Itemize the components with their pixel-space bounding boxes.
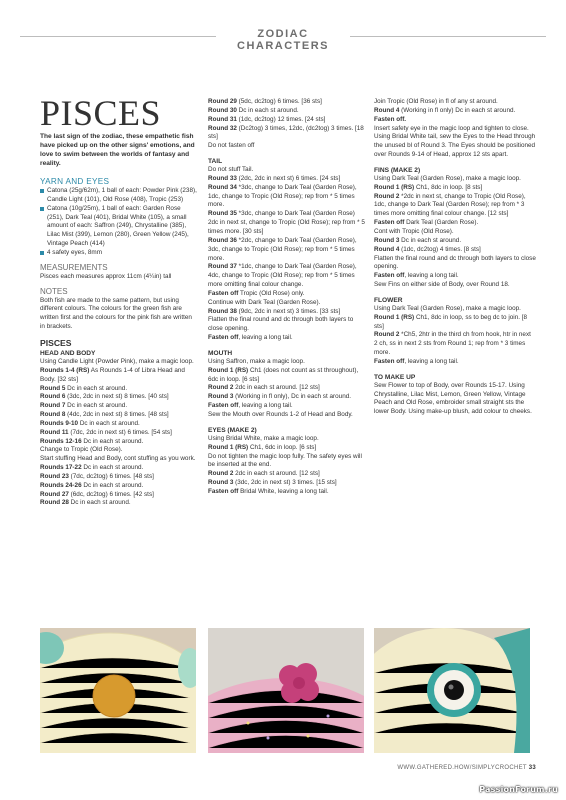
instruction-line [208,358,366,367]
instruction-text: (5dc, dc2tog) 6 times. [36 sts] [236,98,322,105]
instruction-line [208,334,366,343]
instruction-line [40,455,198,464]
instruction-line [40,358,198,367]
instruction-label: Round 34 [208,183,237,191]
instruction-line [208,184,366,211]
instruction-text: Cont with Tropic (Old Rose). [374,227,454,235]
instruction-text: Using Candle Light (Powder Pink), make a magic loop. [40,357,194,365]
instruction-text: *2dc, change to Dark Teal (Garden Rose), 3dc, change to Tropic (Old Rose); rep from * 5 times more. [208,236,357,262]
header-rule-right [350,36,546,37]
instruction-text: Bridal White, leaving a long tail. [238,487,329,495]
instruction-line [40,385,198,394]
instruction-label: Round 1 (RS) [374,313,415,321]
instruction-text: *2dc in next st, change to Tropic (Old Rose), 1dc, change to Dark Teal (Garden Rose); rep from * 3 times more omitting final colour change. [12 sts] [374,192,526,218]
instruction-line [40,393,198,402]
instruction-text: (Working in fl only), Dc in each st around. [233,393,352,401]
instruction-line [40,482,198,491]
instruction-label: Round 2 [374,192,400,200]
instruction-text: Do not tighten the magic loop fully. The safety eyes will be inserted at the end. [208,452,362,469]
instruction-line [374,331,536,358]
instruction-line [40,420,198,429]
photo-fish-flower [208,628,364,753]
instruction-label: Fasten off [374,272,405,280]
instruction-text: Ch1 (does not count as st throughout), 6dc in loop. [6 sts] [208,366,359,383]
instruction-line [208,488,366,497]
makeup-heading: TO MAKE UP [374,373,416,381]
instruction-line [208,290,366,299]
instruction-text: (2dc, 2dc in next st) 6 times. [24 sts] [236,174,341,182]
instruction-text: (1dc, dc2tog) 12 times. [24 sts] [236,115,326,123]
instruction-text: (9dc, 2dc in next st) 3 times. [33 sts] [236,307,341,315]
eyes-continued-lines [374,98,536,160]
instruction-text: Do not stuff Tail. [208,166,254,174]
instruction-text: (1dc, dc2tog) 4 times. [8 sts] [399,245,481,253]
watermark: PassionForum.ru [479,785,558,794]
instruction-text: (4dc, 2dc in next st) 8 times. [48 sts] [65,411,169,419]
yarn-item: 4 safety eyes, 8mm [40,249,198,258]
instruction-line [208,453,366,471]
instruction-label: Round 7 [40,402,66,410]
instruction-label: Fasten off [208,402,239,410]
footer-url: WWW.GATHERED.HOW/SIMPLYCROCHET [397,765,527,771]
instruction-label: Round 29 [208,98,237,105]
instruction-text: Start stuffing Head and Body, cont stuffing as you work. [40,455,196,463]
instruction-label: Round 2 [208,384,234,392]
instruction-label: Fasten off [374,219,405,227]
instruction-line [374,314,536,332]
mouth-lines [208,358,366,420]
instruction-line [208,98,366,107]
instruction-text: Flatten the final round and dc through both layers to close opening. [374,254,536,271]
instruction-line [40,499,198,508]
instruction-line [208,316,366,334]
notes-heading: NOTES [40,286,68,296]
instruction-line [208,367,366,385]
instruction-line [208,411,366,420]
instruction-label: Round 8 [40,411,66,419]
column-1 [40,93,198,508]
instruction-line [374,272,536,281]
instruction-text: Using Dark Teal (Garden Rose), make a magic loop. [374,174,521,182]
column-2 [208,98,366,497]
instruction-label: Rounds 1-4 (RS) [40,366,90,374]
instruction-line [374,133,536,160]
instruction-label: Round 35 [208,210,237,218]
instruction-label: Round 4 [374,245,400,253]
instruction-text: Dc in each st around. [68,499,131,507]
head-body-lines [40,358,198,508]
instruction-text: Change to Tropic (Old Rose). [40,446,123,454]
instruction-label: Rounds 17-22 [40,464,82,472]
instruction-label: Round 38 [208,307,237,315]
instruction-label: Rounds 24-26 [40,481,82,489]
instruction-text: *3dc, change to Dark Teal (Garden Rose), 1dc, change to Tropic (Old Rose); rep from * 5 times more. [208,183,357,209]
instruction-line [208,237,366,264]
instruction-text: , leaving a long tail. [238,402,293,410]
instruction-text: As Rounds 1-4 of Libra Head and Body. [32 sts] [40,366,185,383]
tail-heading: TAIL [208,158,223,166]
instruction-line [208,263,366,290]
page-footer [397,765,536,771]
instruction-line [208,444,366,453]
instruction-text: (Working in fl only) Dc in each st around. [399,106,516,114]
eyes-heading: EYES (MAKE 2) [208,426,257,434]
instruction-label: Round 33 [208,174,237,182]
instruction-line [208,175,366,184]
instruction-line [208,299,366,308]
instruction-text: Insert safety eye in the magic loop and tighten to close. [374,124,529,132]
instruction-text: Using Bridal White tail, sew the Eyes to the Head through the unused bl of Round 3. The Eyes should be positioned over Rounds 9-14 of Head, approx 12 sts apart. [374,133,536,159]
instruction-label: Round 1 (RS) [208,443,249,451]
instruction-line [374,107,536,116]
instruction-line [208,393,366,402]
instruction-text: (7dc, 2dc in next st) 6 times. [54 sts] [68,428,172,436]
tail-lines [208,166,366,343]
instruction-label: Round 23 [40,472,69,480]
instruction-line [208,308,366,317]
instruction-text: 2dc in each st around. [12 sts] [233,470,320,478]
instruction-text: Dc in each st around. [78,419,140,427]
instruction-line [40,402,198,411]
instruction-label: Round 37 [208,263,237,271]
instruction-line [374,246,536,255]
instruction-text: Dc in each st around. [81,481,144,489]
instruction-text: (Dc2tog) 3 times, 12dc, (dc2tog) 3 times. [18 sts] [208,124,364,141]
instruction-label: Round 1 (RS) [374,183,415,191]
instruction-line [40,446,198,455]
instruction-label: Round 36 [208,236,237,244]
instruction-label: Fasten off [208,289,239,297]
instruction-label: Round 30 [208,106,237,114]
instruction-text: 2dc in each st around. [12 sts] [233,384,320,392]
page-title: PISCES [40,93,162,133]
instruction-label: Round 3 [208,479,234,487]
instruction-text: Ch1, 8dc in loop. [8 sts] [414,183,483,191]
head-body-heading: HEAD AND BODY [40,349,96,357]
bullet-icon [40,189,44,193]
column-3 [374,98,536,417]
instruction-label: Round 32 [208,124,237,132]
yarn-heading: YARN AND EYES [40,177,110,186]
instruction-text: Using Bridal White, make a magic loop. [208,434,319,442]
instruction-text: (7dc, dc2tog) 6 times. [48 sts] [68,472,154,480]
bullet-icon [40,251,44,255]
instruction-text: Tropic (Old Rose) only. [238,289,305,297]
instruction-text: Dc in each st around. [399,236,462,244]
instruction-text: *3dc, change to Dark Teal (Garden Rose) 2dc in next st, change to Tropic (Old Rose); rep from * 5 times more. [30 sts] [208,210,365,235]
instruction-text: (6dc, dc2tog) 6 times. [42 sts] [68,490,154,498]
instruction-line [208,142,366,151]
instruction-label: Fasten off [208,334,239,342]
instruction-line [208,107,366,116]
pattern-heading: PISCES [40,337,72,348]
instruction-line [374,255,536,273]
measurements-text: Pisces each measures approx 11cm (4¼in) tall [40,272,172,280]
instruction-line [40,491,198,500]
instruction-line [374,237,536,246]
instruction-label: Round 28 [40,499,69,507]
eyes-lines [208,435,366,497]
instruction-label: Round 11 [40,428,69,436]
instruction-text: Dc in each st around. [236,106,299,114]
instruction-label: Fasten off [374,357,405,365]
instruction-line [208,210,366,237]
instruction-line [374,228,536,237]
instruction-text: Flatten the final round and dc through both layers to close opening. [208,316,354,333]
instruction-label: Round 3 [374,236,400,244]
instruction-text: Using Dark Teal (Garden Rose), make a magic loop. [374,304,521,312]
fins-lines [374,175,536,290]
instruction-line [374,98,536,107]
instruction-line [40,438,198,447]
instruction-line [208,402,366,411]
header-rule-left [20,36,216,37]
instruction-label: Round 3 [208,393,234,401]
instruction-text: Dc in each st around. [81,464,144,472]
flower-lines [374,305,536,367]
makeup-text: Sew Flower to top of Body, over Rounds 15-17. Using Chrystalline, Lilac Mist, Lemon, Green Yellow, Vintage Peach and Old Rose, embroider small straight sts the lower Body. Using make-up blush, add colour to cheeks. [374,381,532,416]
instruction-text: (3dc, 2dc in next st) 8 times. [40 sts] [65,393,169,401]
instruction-label: Round 1 (RS) [208,366,249,374]
instruction-text: Ch1, 6dc in loop. [6 sts] [248,443,317,451]
instruction-line [374,184,536,193]
instruction-text: (3dc, 2dc in next st) 3 times. [15 sts] [233,479,337,487]
yarn-item: Catona (10g/25m), 1 ball of each: Garden Rose (251), Dark Teal (401), Bridal White (105), a small amount of each: Saffron (249), Chrystalline (385), Lilac Mist (399), Lemon (280), Green Yellow (245), Vintage Peach (414) [40,205,198,249]
instruction-text: Using Saffron, make a magic loop. [208,357,305,365]
notes-text: Both fish are made to the same pattern, but using different colours. The colours for the green fish are written first and the colours for the pink fish are written in brackets. [40,296,192,331]
instruction-text: Dc in each st around. [65,384,128,392]
instruction-line [208,125,366,143]
section-title: ZODIAC CHARACTERS [237,28,329,52]
instruction-text: Sew the Mouth over Rounds 1-2 of Head and Body. [208,411,353,418]
instruction-label: Fasten off [208,487,239,495]
photo-fish-cheek [40,628,196,753]
instruction-text: Dc in each st around. [65,402,128,410]
bullet-icon [40,207,44,211]
instruction-label: Round 5 [40,384,66,392]
instruction-line [40,464,198,473]
instruction-text: Sew Fins on either side of Body, over Round 18. [374,281,510,289]
instruction-line [208,116,366,125]
instruction-line [374,116,536,125]
mouth-heading: MOUTH [208,349,233,357]
page-number: 33 [528,765,536,771]
instruction-label: Round 2 [208,470,234,478]
instruction-line [40,367,198,385]
instruction-label: Rounds 9-10 [40,419,79,427]
instruction-text: *1dc, change to Dark Teal (Garden Rose), 4dc, change to Tropic (Old Rose); rep from * 5 times more omitting final colour change. [208,263,357,289]
instruction-text: Join Tropic (Old Rose) in fl of any st around. [374,98,498,105]
instruction-text: , leaving a long tail. [404,357,459,365]
instruction-label: Round 6 [40,393,66,401]
instruction-label: Round 31 [208,115,237,123]
instruction-text: Dark Teal (Garden Rose). [404,219,479,227]
instruction-text: , leaving a long tail. [404,272,459,280]
instruction-line [374,193,536,220]
instruction-label: Fasten off. [374,115,407,123]
instruction-line [208,435,366,444]
instruction-line [40,473,198,482]
instruction-label: Round 27 [40,490,69,498]
measurements-heading: MEASUREMENTS [40,262,108,272]
instruction-text: , leaving a long tail. [238,334,293,342]
yarn-item: Catona (25g/62m), 1 ball of each: Powder Pink (238), Candle Light (101), Old Rose (408), Tropic (253) [40,187,198,205]
instruction-line [374,219,536,228]
instruction-line [208,384,366,393]
instruction-text: Dc in each st around. [81,437,144,445]
instruction-line [374,125,536,134]
fins-heading: FINS (MAKE 2) [374,166,421,174]
instruction-line [374,175,536,184]
instruction-label: Round 2 [374,331,400,339]
photo-fish-eye [374,628,530,753]
instruction-line [40,429,198,438]
instruction-text: Continue with Dark Teal (Garden Rose). [208,298,321,306]
intro-text: The last sign of the zodiac, these empathetic fish have picked up on the other signs' emotions, and love to swim between the worlds of fantasy and reality. [40,133,195,167]
instruction-text: Ch1, 8dc in loop, ss to beg dc to join. [8 sts] [374,313,528,330]
body-continued-lines [208,98,366,151]
instruction-label: Rounds 12-16 [40,437,82,445]
instruction-line [40,411,198,420]
instruction-line [374,281,536,290]
instruction-line [208,470,366,479]
flower-heading: FLOWER [374,296,403,304]
instruction-text: Do not fasten off [208,142,255,150]
instruction-text: *Ch5, 2htr in the third ch from hook, htr in next 2 ch, ss in next 2 sts from Round 1; rep from * 3 times more. [374,331,531,357]
instruction-line [208,166,366,175]
instruction-line [374,305,536,314]
instruction-line [374,358,536,367]
instruction-label: Round 4 [374,106,400,114]
instruction-line [208,479,366,488]
